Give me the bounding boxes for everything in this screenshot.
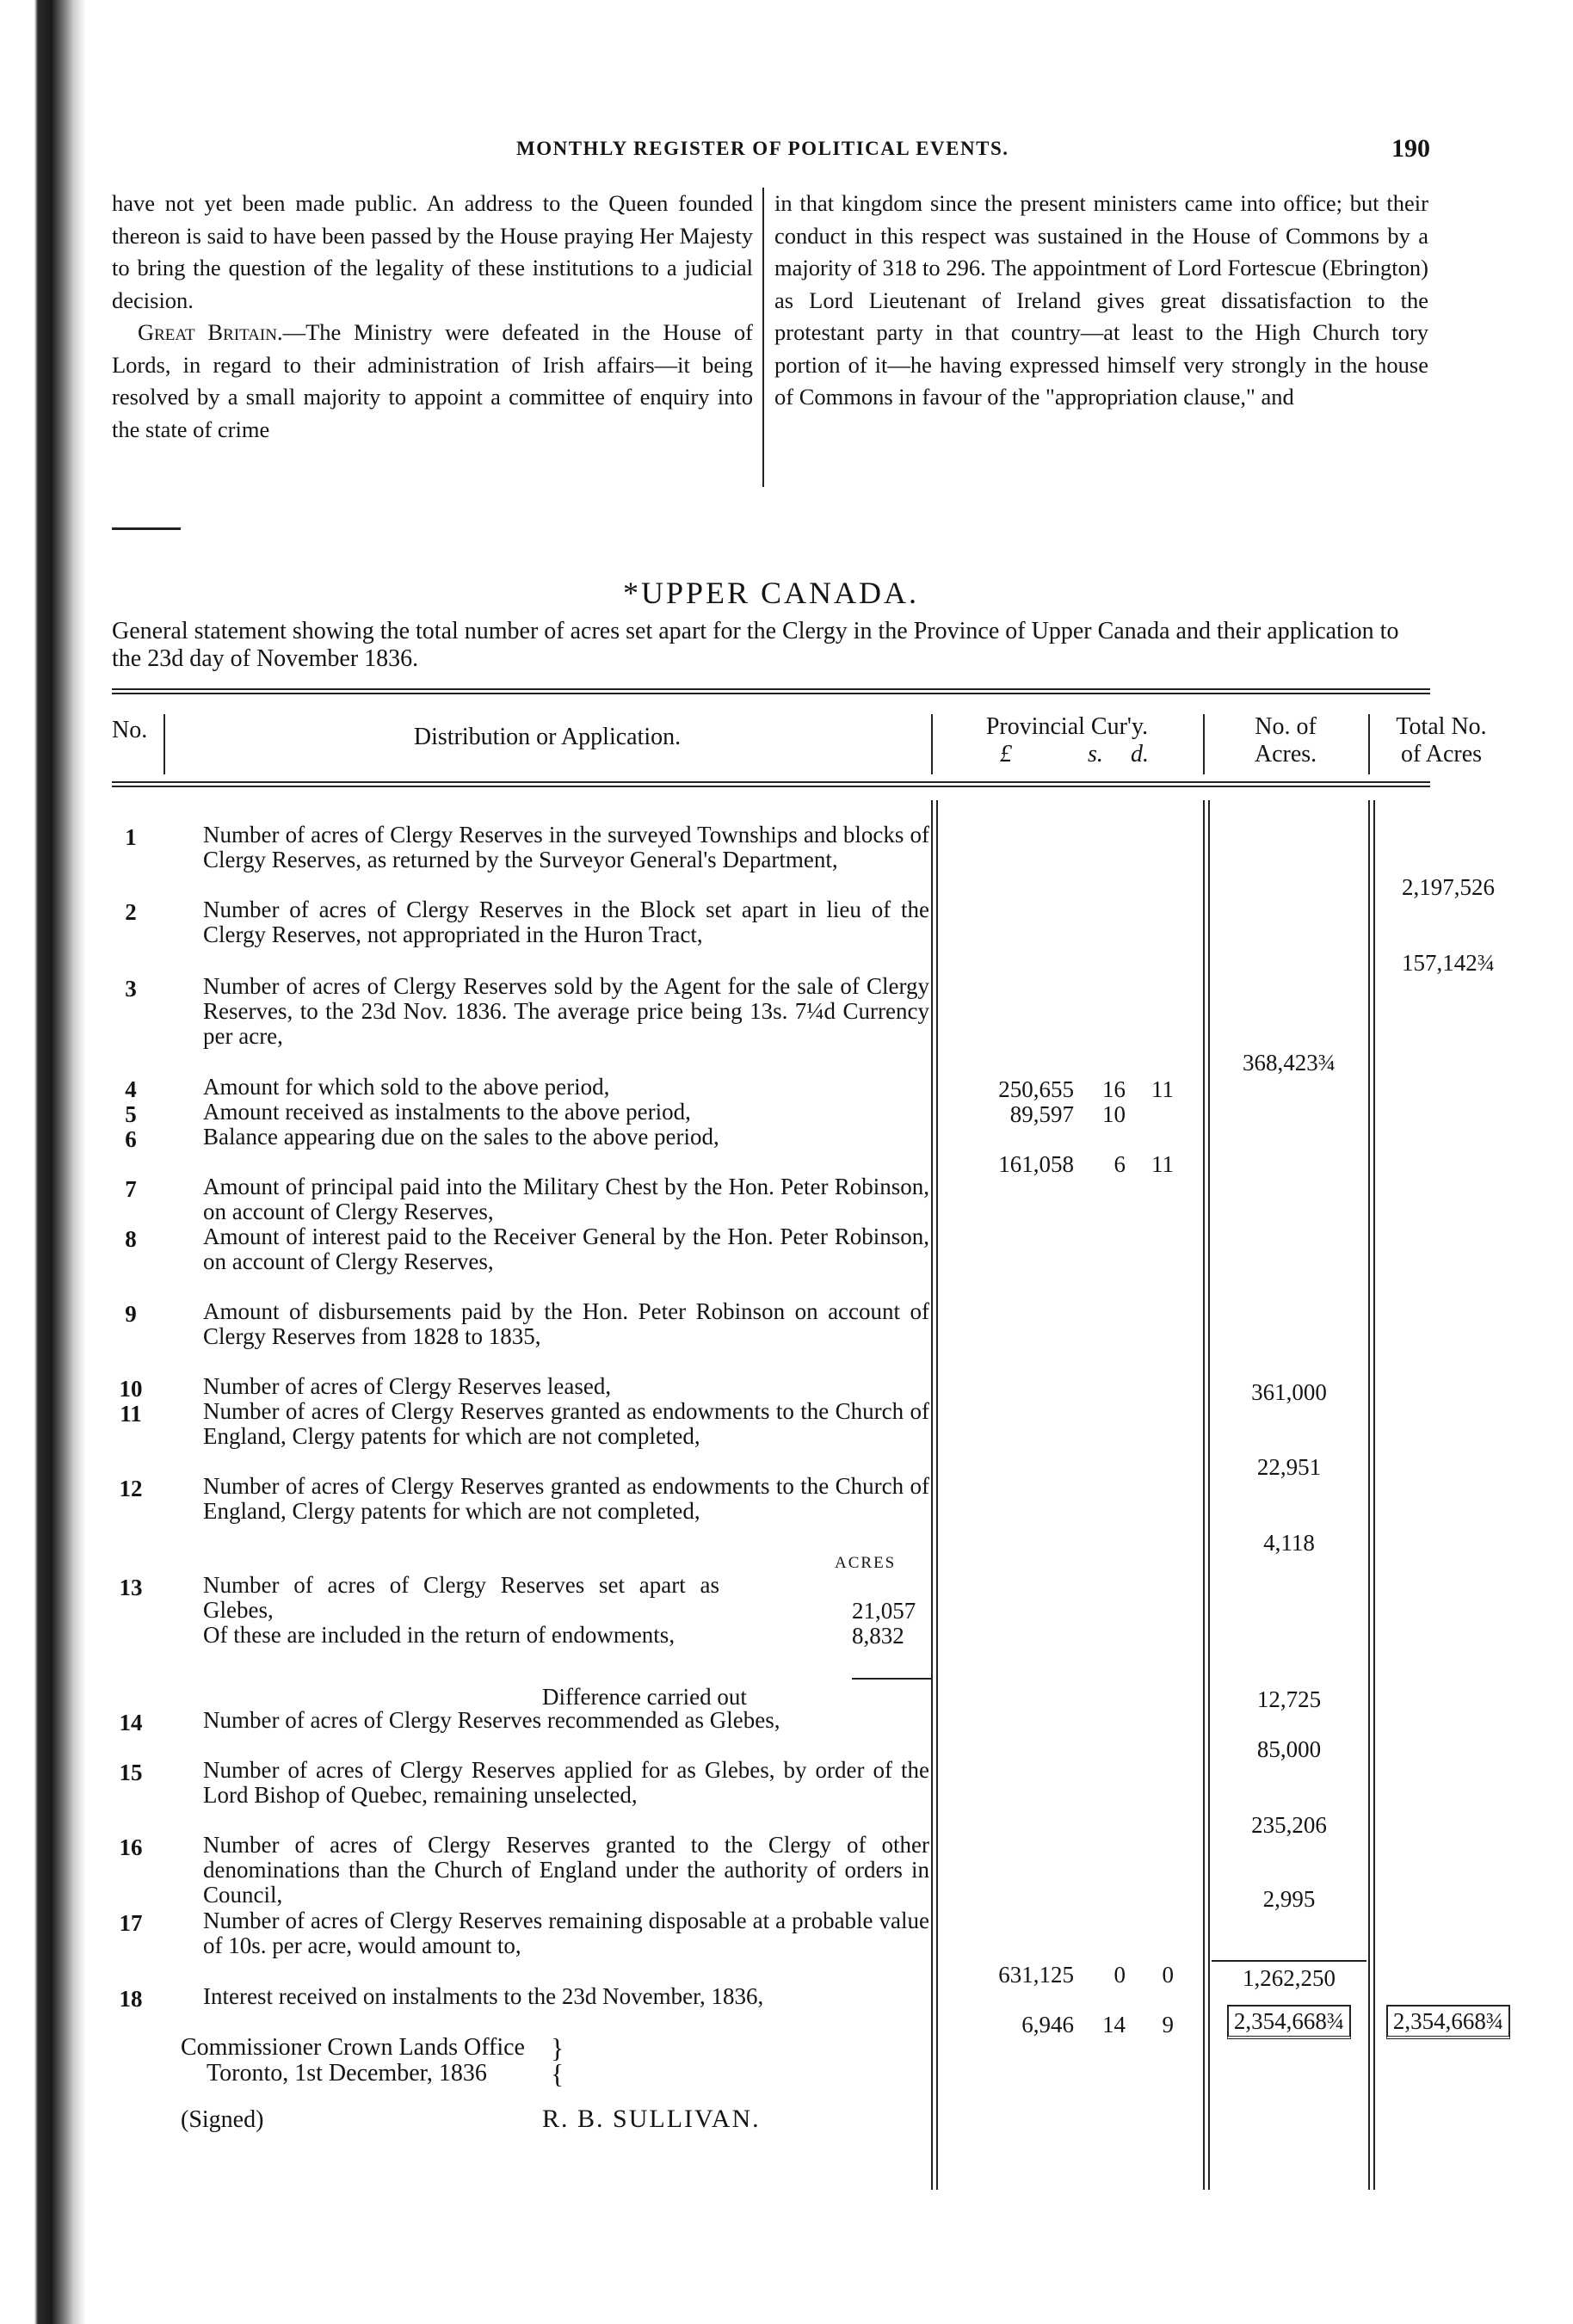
section-separator bbox=[112, 527, 181, 530]
left-paragraph-1: have not yet been made public. An address to the Queen founded thereon is said to have been passed by the House praying Her Majesty to bring the question of the legality of these institutions to a judicial decision. bbox=[112, 190, 753, 313]
book-binding-shadow bbox=[0, 0, 102, 2324]
glebe-acres-label: ACRES bbox=[835, 1554, 897, 1572]
row-number: 3 bbox=[125, 976, 137, 1002]
row-pounds: 161,058 bbox=[998, 1151, 1074, 1177]
row-pence: 9 bbox=[1162, 2012, 1174, 2037]
page bbox=[112, 0, 1504, 2324]
row-total bbox=[1375, 2008, 1521, 2035]
row-text: Number of acres of Clergy Reserves in the Block set apart in lieu of the Clergy Reserves, not appropriated in the Huron Tract, bbox=[203, 897, 929, 947]
row-number: 8 bbox=[125, 1226, 137, 1252]
row-number: 18 bbox=[119, 1986, 143, 2012]
body-divider-1b bbox=[936, 800, 938, 2190]
row-acres: 368,423¾ bbox=[1243, 1050, 1336, 1076]
row-acres: 1,262,250 bbox=[1243, 1965, 1336, 1991]
row-text: Amount of interest paid to the Receiver General by the Hon. Peter Robinson, on account of Clergy Reserves, bbox=[203, 1224, 929, 1274]
row-number: 7 bbox=[125, 1176, 137, 1202]
row-pounds: 89,597 bbox=[1009, 1101, 1074, 1127]
body-divider-1 bbox=[931, 800, 933, 2190]
row-pence: 11 bbox=[1151, 1076, 1174, 1102]
header-acres-1: No. of bbox=[1255, 713, 1317, 740]
row-total: 157,142¾ bbox=[1402, 950, 1495, 976]
table-top-rule bbox=[112, 688, 1430, 690]
row-pence: 0 bbox=[1162, 1962, 1174, 1988]
row-number: 10 bbox=[119, 1376, 143, 1402]
brace-glyph-2: { bbox=[551, 2058, 564, 2089]
row-number: 12 bbox=[119, 1476, 143, 1501]
header-shillings: s. bbox=[1088, 741, 1103, 767]
body-divider-2b bbox=[1208, 800, 1210, 2190]
row-number: 15 bbox=[119, 1760, 143, 1785]
page-number: 190 bbox=[1391, 134, 1430, 163]
row-acres: 85,000 bbox=[1256, 1736, 1322, 1762]
glebe-acres-value: 21,057 bbox=[852, 1598, 916, 1624]
row-total: 2,197,526 bbox=[1402, 874, 1495, 900]
header-rule-2 bbox=[112, 786, 1430, 787]
row-number: 9 bbox=[125, 1301, 137, 1327]
row-number: 16 bbox=[119, 1834, 143, 1860]
row-acres: 235,206 bbox=[1251, 1812, 1327, 1838]
column-divider bbox=[762, 188, 764, 487]
two-column-text bbox=[112, 188, 1430, 497]
row-text: Number of acres of Clergy Reserves remaining disposable at a probable value of 10s. per acre, would amount to, bbox=[203, 1908, 929, 1958]
row-pounds: 6,946 bbox=[1021, 2012, 1074, 2037]
header-distribution: Distribution or Application. bbox=[413, 724, 682, 750]
running-head bbox=[112, 134, 1430, 169]
header-total-1: Total No. bbox=[1396, 713, 1487, 740]
header-rule bbox=[112, 781, 1430, 783]
difference-label: Difference carried out bbox=[542, 1684, 747, 1710]
header-no: No. bbox=[112, 717, 148, 743]
brace-glyph-1: } bbox=[551, 2032, 564, 2063]
footer-place-date: Toronto, 1st December, 1836 bbox=[207, 2060, 487, 2087]
right-paragraph-1: in that kingdom since the present ministers came into office; but their conduct in this respect was sustained in the House of Commons by a majority of 318 to 296. The appointment of Lord Fortescue (Ebrington) as Lord Lieutenant of Ireland gives great dissatisfaction to the protestant party in that country—at least to the High Church tory portion of it—he having expressed himself very strongly in the house of Commons in favour of the "appropriation clause," and bbox=[774, 190, 1428, 410]
row-text: Interest received on instalments to the 23d November, 1836, bbox=[203, 1983, 764, 2009]
great-britain-heading: Great Britain. bbox=[138, 319, 283, 345]
row-text: Number of acres of Clergy Reserves recommended as Glebes, bbox=[203, 1707, 780, 1733]
row-text: Number of acres of Clergy Reserves leased, bbox=[203, 1373, 612, 1399]
table-top-rule-2 bbox=[112, 693, 1430, 694]
row-acres: 12,725 bbox=[1256, 1686, 1322, 1712]
row-number: 17 bbox=[119, 1910, 143, 1936]
header-currency: Provincial Cur'y. bbox=[985, 713, 1149, 740]
total-grand-total: 2,354,668¾ bbox=[1386, 2005, 1510, 2039]
row-text: Number of acres of Clergy Reserves sold by the Agent for the sale of Clergy Reserves, to the 23d Nov. 1836. The average price being 13s. 7¼d Currency per acre, bbox=[203, 973, 929, 1049]
row-text: Amount of disbursements paid by the Hon. Peter Robinson on account of Clergy Reserves from 1828 to 1835, bbox=[203, 1298, 929, 1349]
row-shillings: 0 bbox=[1113, 1962, 1126, 1988]
row-number: 11 bbox=[120, 1401, 142, 1427]
row-text-2: Of these are included in the return of endowments, bbox=[203, 1622, 675, 1648]
header-acres-2: Acres. bbox=[1254, 741, 1317, 767]
body-divider-3b bbox=[1373, 800, 1375, 2190]
row-acres: 2,995 bbox=[1262, 1886, 1316, 1912]
clergy-reserves-table bbox=[112, 688, 1504, 2306]
acres-grand-total: 2,354,668¾ bbox=[1227, 2005, 1351, 2039]
row-shillings: 6 bbox=[1113, 1151, 1126, 1177]
row-text: Number of acres of Clergy Reserves applied for as Glebes, by order of the Lord Bishop of Quebec, remaining unselected, bbox=[203, 1757, 929, 1808]
row-text: Number of acres of Clergy Reserves in the surveyed Townships and blocks of Clergy Reserves, as returned by the Surveyor General's Department, bbox=[203, 822, 929, 872]
row-text: Amount for which sold to the above period, bbox=[203, 1074, 610, 1100]
body-divider-2 bbox=[1203, 800, 1205, 2190]
row-pence: 11 bbox=[1151, 1151, 1174, 1177]
row-number: 4 bbox=[125, 1076, 137, 1102]
row-pounds: 631,125 bbox=[998, 1962, 1074, 1988]
row-text: Amount received as instalments to the above period, bbox=[203, 1099, 691, 1125]
left-paragraph-2: —The Ministry were defeated in the House of Lords, in regard to their administration of Irish affairs—it being resolved by a small majority to appoint a committee of enquiry into the state of crime bbox=[112, 319, 754, 442]
row-text: Amount of principal paid into the Military Chest by the Hon. Peter Robinson, on account of Clergy Reserves, bbox=[203, 1174, 929, 1224]
row-pounds: 250,655 bbox=[998, 1076, 1074, 1102]
footer-signatory: R. B. SULLIVAN. bbox=[542, 2105, 761, 2133]
row-acres: 361,000 bbox=[1251, 1379, 1327, 1405]
row-shillings: 10 bbox=[1102, 1101, 1126, 1127]
row-shillings: 16 bbox=[1102, 1076, 1126, 1102]
section-title: *UPPER CANADA. bbox=[622, 576, 920, 610]
glebe-sum-rule bbox=[852, 1678, 931, 1680]
body-divider-3 bbox=[1368, 800, 1370, 2190]
row-acres: 22,951 bbox=[1256, 1454, 1322, 1480]
row-acres: 4,118 bbox=[1263, 1530, 1315, 1556]
footer-office: Commissioner Crown Lands Office bbox=[181, 2034, 525, 2061]
section-intro: General statement showing the total number of acres set apart for the Clergy in the Province of Upper Canada and their application to the 23d day of November 1836. bbox=[112, 618, 1399, 672]
row-shillings: 14 bbox=[1102, 2012, 1126, 2037]
acres-sum-rule bbox=[1212, 1960, 1366, 1962]
row-number: 2 bbox=[125, 899, 137, 925]
right-column bbox=[774, 188, 1428, 414]
row-number: 6 bbox=[125, 1126, 137, 1152]
row-text: Number of acres of Clergy Reserves granted as endowments to the Church of England, Clergy patents for which are not completed, bbox=[203, 1398, 929, 1449]
row-acres-total bbox=[1212, 2008, 1366, 2035]
header-total-2: of Acres bbox=[1400, 741, 1483, 767]
row-text: Number of acres of Clergy Reserves granted as endowments to the Church of England, Clergy patents for which are not completed, bbox=[203, 1473, 929, 1524]
glebe-included-value: 8,832 bbox=[852, 1623, 904, 1649]
left-column bbox=[112, 188, 753, 446]
row-text: Number of acres of Clergy Reserves granted to the Clergy of other denominations than the Church of England under the authority of orders in Council, bbox=[203, 1832, 929, 1908]
row-number: 1 bbox=[125, 824, 137, 850]
header-pence: d. bbox=[1131, 741, 1149, 767]
header-pounds: £ bbox=[1000, 741, 1012, 767]
row-text: Number of acres of Clergy Reserves set apart as Glebes, bbox=[203, 1572, 719, 1623]
row-number: 14 bbox=[119, 1710, 143, 1735]
row-text: Balance appearing due on the sales to the above period, bbox=[203, 1124, 719, 1150]
footer-signed: (Signed) bbox=[181, 2106, 264, 2133]
row-number: 13 bbox=[119, 1575, 143, 1600]
running-title: MONTHLY REGISTER OF POLITICAL EVENTS. bbox=[516, 138, 1009, 159]
row-number: 5 bbox=[125, 1101, 137, 1127]
